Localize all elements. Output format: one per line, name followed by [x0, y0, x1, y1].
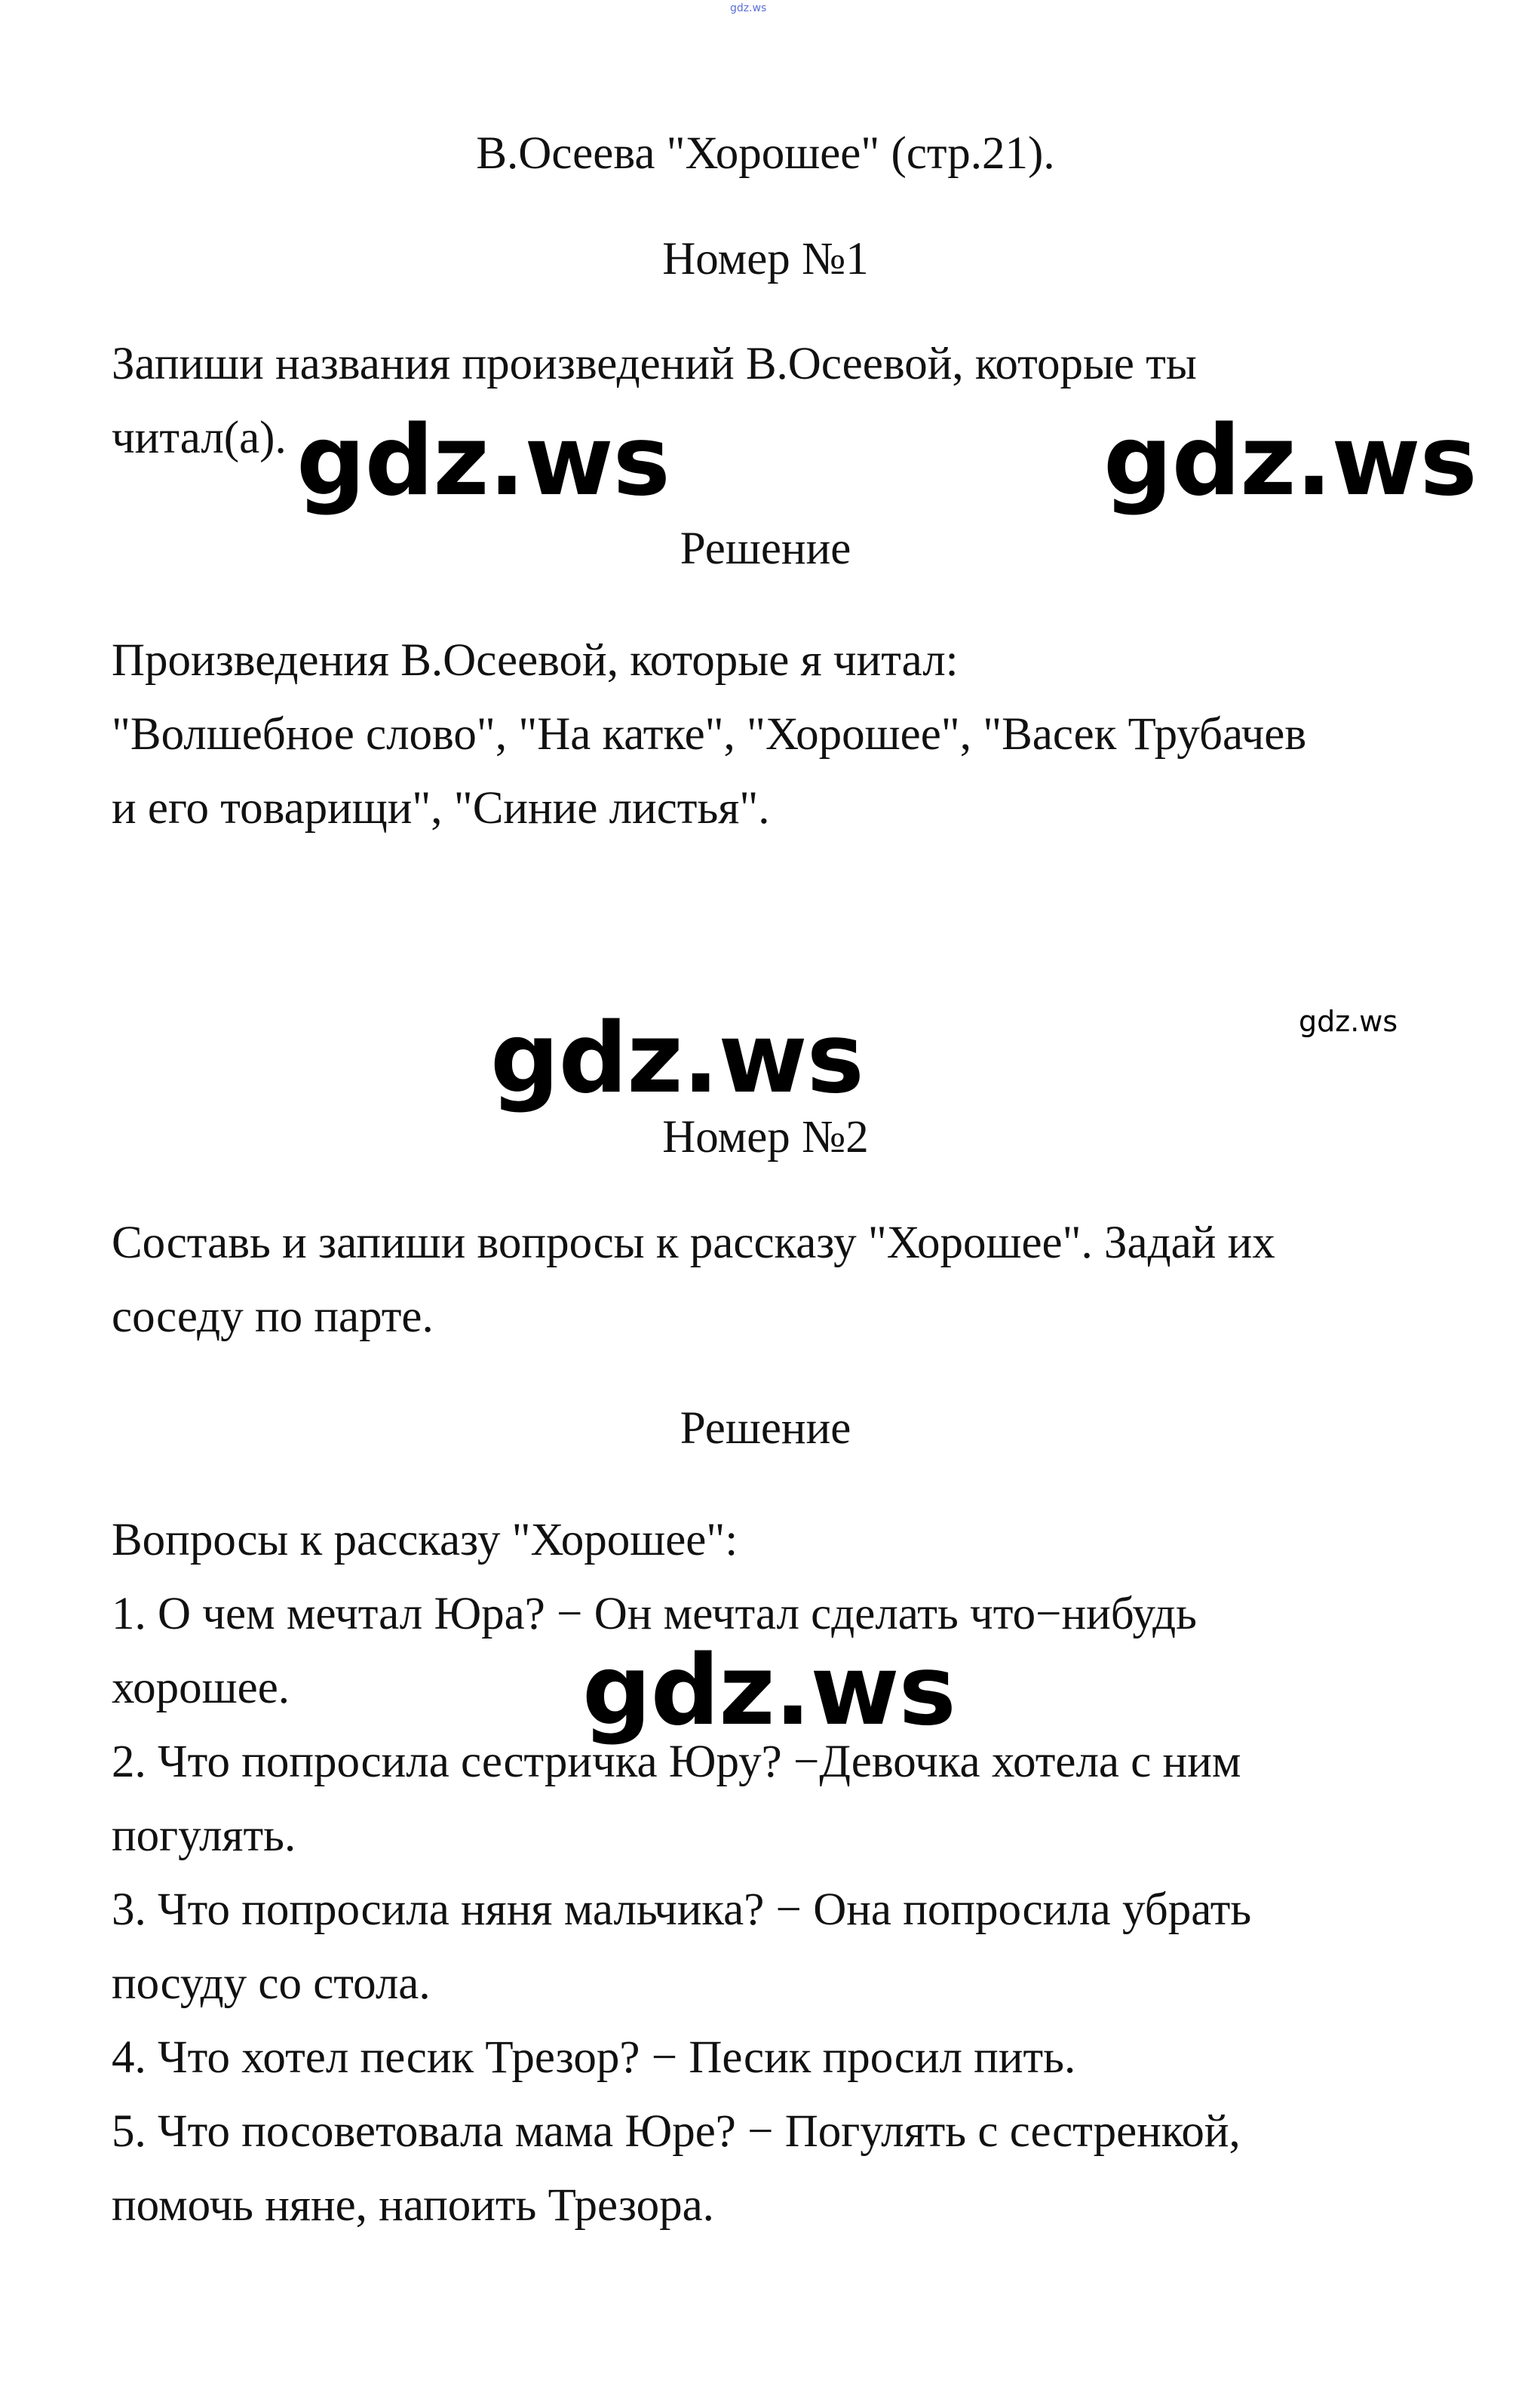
watermark-small: gdz.ws [1299, 1005, 1398, 1038]
task2-answer-line-3: хорошее. [112, 1663, 290, 1713]
page-title: В.Осеева "Хорошее" (стр.21). [476, 128, 1055, 179]
task1-heading: Номер №1 [662, 234, 869, 284]
task1-answer-line-2: "Волшебное слово", "На катке", "Хорошее", "Васек Трубачев [112, 709, 1307, 760]
task2-answer-line-5: погулять. [112, 1811, 296, 1861]
task2-solution-heading: Решение [680, 1403, 851, 1454]
task2-question-line-2: соседу по парте. [112, 1292, 434, 1342]
task2-answer-line-2: 1. О чем мечтал Юра? − Он мечтал сделать что−нибудь [112, 1589, 1197, 1639]
task2-answer-line-1: Вопросы к рассказу "Хорошее": [112, 1515, 738, 1565]
task2-answer-line-8: 4. Что хотел песик Трезор? − Песик просил пить. [112, 2032, 1076, 2083]
task2-answer-line-4: 2. Что попросила сестричка Юру? −Девочка хотела с ним [112, 1737, 1241, 1787]
task2-heading: Номер №2 [662, 1112, 869, 1163]
watermark-tiny: gdz.ws [730, 2, 767, 14]
task1-question-line-2: читал(а). [112, 413, 287, 463]
task2-answer-line-10: помочь няне, напоить Трезора. [112, 2180, 714, 2231]
task2-answer-line-6: 3. Что попросила няня мальчика? − Она попросила убрать [112, 1884, 1252, 1935]
task2-answer-line-9: 5. Что посоветовала мама Юре? − Погулять с сестренкой, [112, 2106, 1241, 2157]
task2-question-line-1: Составь и запиши вопросы к рассказу "Хорошее". Задай их [112, 1218, 1275, 1268]
watermark-3: gdz.ws [490, 1003, 864, 1115]
task2-answer-line-7: посуду со стола. [112, 1958, 431, 2009]
task1-answer-line-3: и его товарищи", "Синие листья". [112, 783, 770, 834]
task1-solution-heading: Решение [680, 524, 851, 574]
watermark-2: gdz.ws [1103, 405, 1477, 518]
task1-question-line-1: Запиши названия произведений В.Осеевой, которые ты [112, 339, 1197, 389]
watermark-5: gdz.ws [582, 1635, 956, 1747]
watermark-1: gdz.ws [296, 405, 670, 518]
task1-answer-line-1: Произведения В.Осеевой, которые я читал: [112, 635, 959, 686]
